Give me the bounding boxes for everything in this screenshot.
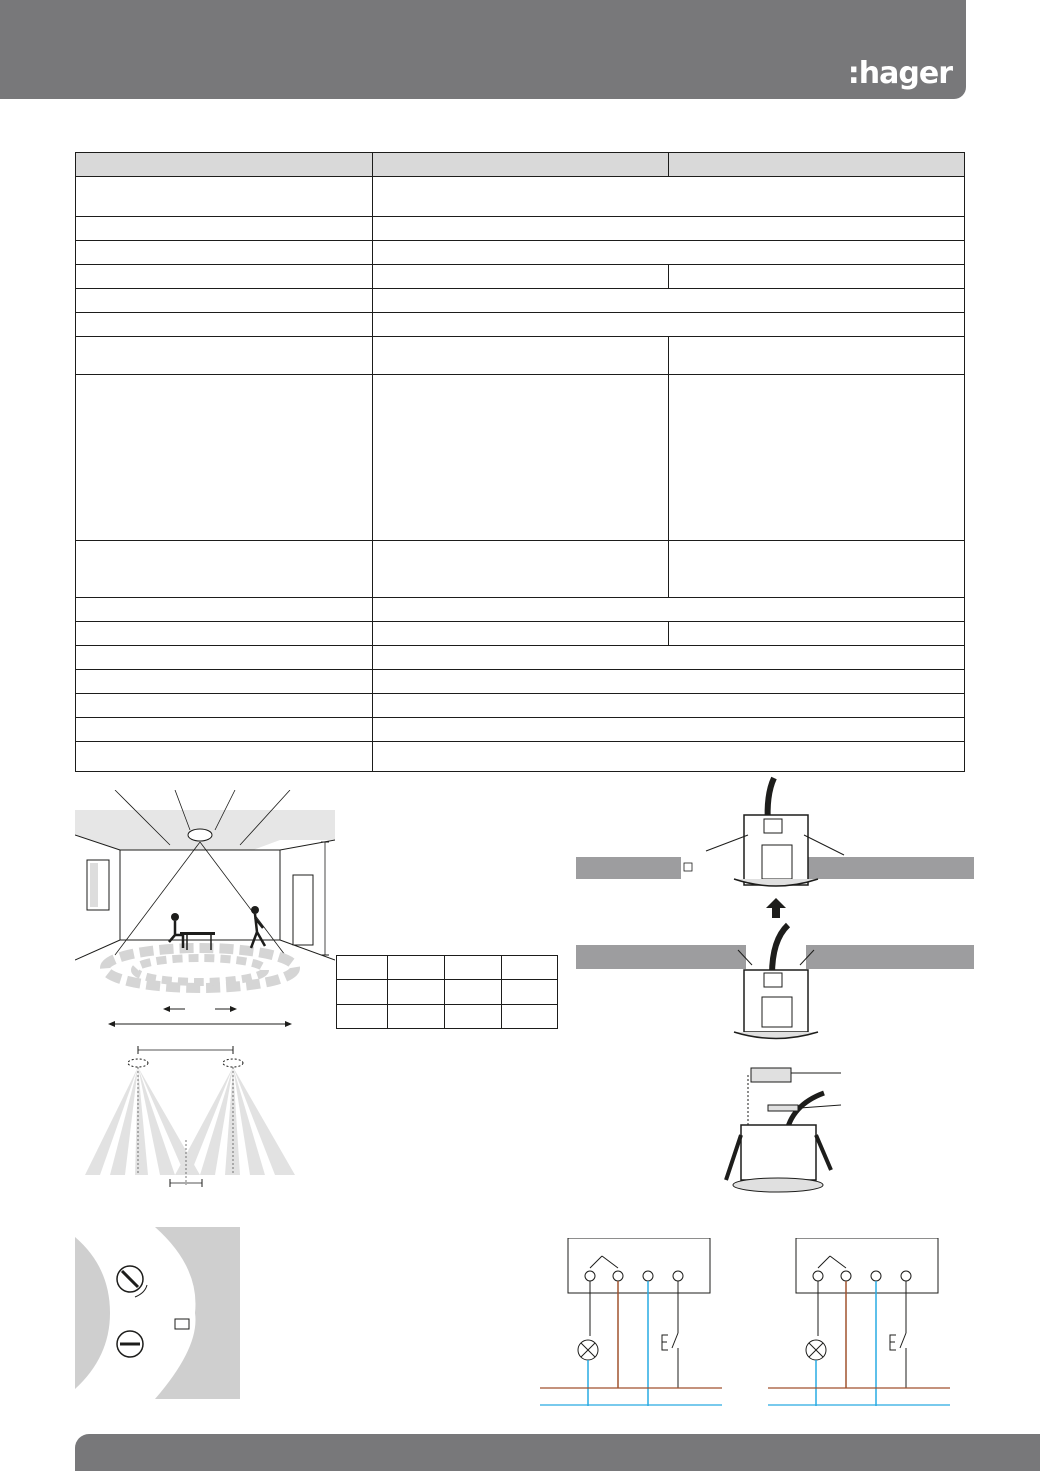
table-row (76, 289, 965, 313)
adjustment-dials-icon (75, 1227, 240, 1399)
range-table (336, 955, 558, 1029)
lux-dial[interactable] (117, 1331, 143, 1357)
table-row (76, 670, 965, 694)
table-row (76, 622, 965, 646)
table-row (76, 541, 965, 598)
table-row (76, 718, 965, 742)
table-row (76, 598, 965, 622)
table-row (76, 217, 965, 241)
table-row (76, 241, 965, 265)
table-row (76, 337, 965, 375)
table-header-row (76, 153, 965, 177)
table-row (76, 694, 965, 718)
table-row (76, 742, 965, 772)
table-row (76, 646, 965, 670)
ceiling-mount-icon (576, 775, 976, 1195)
table-row (76, 375, 965, 541)
detection-room-icon (75, 790, 335, 1035)
table-row (76, 313, 965, 337)
header-band (0, 0, 966, 99)
table-row (76, 177, 965, 217)
table-row (76, 265, 965, 289)
detection-cones-icon (80, 1045, 305, 1190)
wiring-diagram-icon (540, 1238, 955, 1408)
spec-table (75, 152, 965, 772)
footer-band (75, 1434, 1040, 1471)
hager-logo: :hager (847, 56, 952, 91)
